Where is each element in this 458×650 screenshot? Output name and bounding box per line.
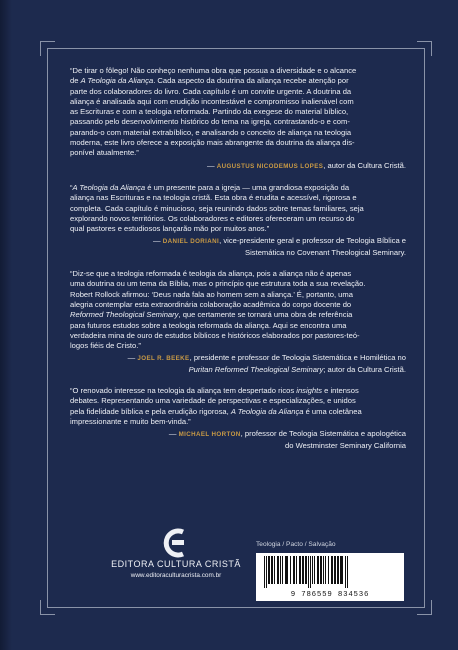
ec-monogram-icon: [163, 528, 189, 558]
category-label: Teologia / Pacto / Salvação: [256, 541, 336, 548]
quote-line: aliança nas Escrituras e na teologia cristã. Esta obra é erudita e acessível, rigorosa e: [70, 193, 357, 203]
quote-line: “De tirar o fôlego! Não conheço nenhuma obra que possua a diversidade e o alcance: [70, 66, 357, 75]
quote-line: parando-o com material extrabíblico, e analisando o conceito de aliança na teologia: [70, 127, 352, 137]
quote-line: ponível atualmente.”: [70, 148, 139, 158]
quote-line: uma doutrina ou um tema da Bíblia, mas o princípio que estrutura toda a sua revelação.: [70, 279, 366, 289]
quote-line: “O renovado interesse na teologia da aliança tem despertado ricos insights e intensos: [70, 386, 359, 396]
quote-line: qual pastores e estudiosos lançarão mão por muitos anos.”: [70, 224, 270, 234]
endorser-name: JOEL R. BEEKE: [137, 355, 190, 363]
endorser-name: AUGUSTUS NICODEMUS LOPES: [216, 162, 324, 170]
quote-line: debates. Representando uma variedade de perspectivas e especializações, e unidos: [70, 396, 356, 406]
quote-line: pela fidelidade bíblica e pela erudição rigorosa, A Teologia da Aliança é uma coletânea: [70, 406, 362, 416]
endorsement-attribution: [70, 161, 406, 172]
quote-line: de A Teologia da Aliança. Cada aspecto da doutrina da aliança recebe atenção por: [70, 76, 349, 86]
barcode-icon: [262, 556, 398, 588]
quote-line: “Diz-se que a teologia reformada é teologia da aliança, pois a aliança não é apenas: [70, 269, 352, 279]
quote-line: logos fiéis de Cristo.”: [70, 341, 141, 351]
quote-line: moderna, este livro oferece a exposição mais abrangente da doutrina da aliança dis-: [70, 138, 355, 148]
quote-line: aliança é analisada aqui com erudição incontestável e compromisso inalienável com: [70, 96, 354, 106]
quote-line: “A Teologia da Aliança é um presente para a igreja — uma grandiosa exposição da: [70, 182, 350, 192]
endorsements: [70, 66, 406, 451]
endorsement-quote: [70, 386, 406, 427]
quote-gap: [70, 258, 406, 269]
quote-line: explorando novos territórios. Os colaboradores e editores ofereceram um recurso do: [70, 213, 355, 223]
attribution-line: — AUGUSTUS NICODEMUS LOPES, autor da Cultura Cristã.: [207, 160, 406, 170]
publisher-name: EDITORA CULTURA CRISTÃ: [111, 559, 241, 569]
attribution-line: do Westminster Seminary California: [285, 440, 406, 450]
quote-line: alegria contemplar esta extraordinária colaboração acadêmica do corpo docente do: [70, 299, 352, 309]
attribution-line: Sistemática no Covenant Theological Seminary.: [245, 247, 406, 257]
endorser-name: MICHAEL HORTON: [178, 431, 241, 439]
endorsement-quote: [70, 183, 406, 234]
publisher-logo: [106, 528, 246, 579]
endorsement-quote: [70, 269, 406, 351]
quote-line: para futuros estudos sobre a teologia reformada da aliança. Aqui se encontra uma: [70, 320, 347, 330]
frame-corner: [40, 600, 55, 615]
publisher-website: www.editoraculturacrista.com.br: [130, 572, 222, 579]
quote-line: passando pelo desenvolvimento histórico do tema na igreja, contrastando-o e com-: [70, 117, 350, 127]
quote-line: Robert Rollock afirmou: ‘Deus nada fala ao homem sem a aliança.’ É, portanto, uma: [70, 289, 353, 299]
quote-line: as Escrituras e com a teologia reformada. Partindo da exegese do material bíblico,: [70, 107, 349, 117]
endorsement-attribution: [70, 429, 406, 451]
barcode-number: 9 786559 834536: [290, 591, 370, 599]
frame-corner: [417, 600, 432, 615]
quote-gap: [70, 375, 406, 386]
endorsement-attribution: [70, 236, 406, 258]
endorsement-quote: [70, 66, 406, 159]
attribution-line: — DANIEL DORIANI, vice-presidente geral e professor de Teologia Bíblica e: [153, 236, 406, 246]
quote-line: impressionante e muito bem-vinda.”: [70, 416, 191, 426]
quote-gap: [70, 172, 406, 183]
endorser-name: DANIEL DORIANI: [162, 238, 220, 246]
endorsement-attribution: [70, 353, 406, 375]
attribution-line: — JOEL R. BEEKE, presidente e professor de Teologia Sistemática e Homilética no: [127, 353, 406, 363]
frame-corner: [40, 41, 55, 56]
quote-line: Reformed Theological Seminary, que certamente se tornará uma obra de referência: [70, 310, 353, 320]
attribution-line: — MICHAEL HORTON, professor de Teologia Sistemática e apologética: [168, 429, 406, 439]
quote-line: parte dos colaboradores do livro. Cada capítulo é um convite urgente. A doutrina da: [70, 86, 352, 96]
attribution-line: Puritan Reformed Theological Seminary; autor da Cultura Cristã.: [188, 364, 406, 374]
quote-line: completa. Cada capítulo é minucioso, seja reunindo dados sobre temas familiares, seja: [70, 203, 364, 213]
isbn-barcode: [256, 553, 404, 601]
frame-corner: [417, 41, 432, 56]
quote-line: verdadeira mina de ouro de estudos bíblicos e históricos elaborados por pastores-teó-: [70, 330, 360, 340]
spine-shadow: [0, 0, 12, 650]
